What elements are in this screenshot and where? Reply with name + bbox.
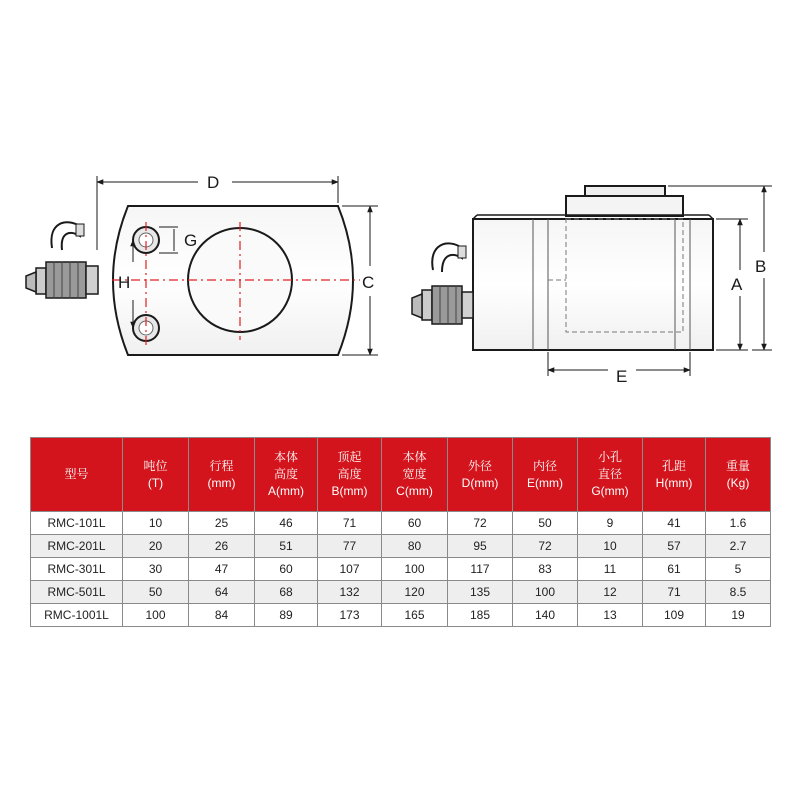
- table-header-cell: 型号: [31, 438, 123, 512]
- table-cell: 50: [513, 512, 578, 535]
- dim-label-b: B: [755, 257, 767, 276]
- coupler-icon: [26, 222, 98, 298]
- table-row: [31, 558, 771, 581]
- table-header-cell: 孔距 H(mm): [643, 438, 706, 512]
- table-cell: 50: [123, 581, 189, 604]
- table-cell: 20: [123, 535, 189, 558]
- model-cell: RMC-301L: [31, 558, 123, 581]
- table-cell: 77: [318, 535, 382, 558]
- table-header-cell: 小孔 直径 G(mm): [578, 438, 643, 512]
- table-row: [31, 512, 771, 535]
- table-cell: 19: [706, 604, 771, 627]
- table-cell: 117: [448, 558, 513, 581]
- top-view: [26, 173, 378, 355]
- table-cell: 8.5: [706, 581, 771, 604]
- table-cell: 140: [513, 604, 578, 627]
- table-cell: 47: [189, 558, 255, 581]
- table-cell: 61: [643, 558, 706, 581]
- table-cell: 68: [255, 581, 318, 604]
- table-cell: 25: [189, 512, 255, 535]
- table-cell: 60: [382, 512, 448, 535]
- table-cell: 51: [255, 535, 318, 558]
- saddle: [585, 186, 665, 196]
- table-cell: 100: [123, 604, 189, 627]
- dim-label-h: H: [118, 273, 131, 292]
- table-header-cell: 吨位 (T): [123, 438, 189, 512]
- table-cell: 13: [578, 604, 643, 627]
- spec-table: [30, 437, 771, 627]
- table-header-cell: 外径 D(mm): [448, 438, 513, 512]
- table-cell: 107: [318, 558, 382, 581]
- table-cell: 100: [382, 558, 448, 581]
- table-cell: 64: [189, 581, 255, 604]
- table-cell: 9: [578, 512, 643, 535]
- dim-label-d: D: [207, 173, 220, 192]
- table-cell: 84: [189, 604, 255, 627]
- table-header-cell: 内径 E(mm): [513, 438, 578, 512]
- table-row: [31, 535, 771, 558]
- table-cell: 60: [255, 558, 318, 581]
- table-cell: 135: [448, 581, 513, 604]
- table-header-cell: 本体 高度 A(mm): [255, 438, 318, 512]
- table-row: [31, 581, 771, 604]
- table-row: [31, 604, 771, 627]
- table-cell: 10: [578, 535, 643, 558]
- table-cell: 72: [448, 512, 513, 535]
- table-cell: 12: [578, 581, 643, 604]
- table-header-cell: 行程 (mm): [189, 438, 255, 512]
- table-cell: 41: [643, 512, 706, 535]
- table-cell: 83: [513, 558, 578, 581]
- table-cell: 80: [382, 535, 448, 558]
- table-header-row: [31, 438, 771, 512]
- dim-label-e: E: [616, 367, 628, 386]
- table-cell: 1.6: [706, 512, 771, 535]
- table-cell: 57: [643, 535, 706, 558]
- table-header-cell: 本体 宽度 C(mm): [382, 438, 448, 512]
- table-cell: 100: [513, 581, 578, 604]
- table-cell: 46: [255, 512, 318, 535]
- table-cell: 165: [382, 604, 448, 627]
- dim-label-a: A: [731, 275, 743, 294]
- table-cell: 132: [318, 581, 382, 604]
- table-body: [31, 512, 771, 627]
- table-cell: 109: [643, 604, 706, 627]
- table-header-cell: 顶起 高度 B(mm): [318, 438, 382, 512]
- table-cell: 173: [318, 604, 382, 627]
- plunger: [566, 196, 683, 216]
- table-cell: 72: [513, 535, 578, 558]
- table-cell: 11: [578, 558, 643, 581]
- model-cell: RMC-201L: [31, 535, 123, 558]
- dim-label-g: G: [184, 231, 198, 250]
- model-cell: RMC-1001L: [31, 604, 123, 627]
- model-cell: RMC-101L: [31, 512, 123, 535]
- table-cell: 71: [318, 512, 382, 535]
- cylinder-body: [473, 219, 713, 350]
- table-cell: 71: [643, 581, 706, 604]
- table-cell: 120: [382, 581, 448, 604]
- model-cell: RMC-501L: [31, 581, 123, 604]
- coupler-icon: [412, 243, 473, 324]
- table-cell: 2.7: [706, 535, 771, 558]
- table-cell: 95: [448, 535, 513, 558]
- dim-label-c: C: [362, 273, 375, 292]
- table-cell: 30: [123, 558, 189, 581]
- side-view: [412, 186, 772, 386]
- table-cell: 26: [189, 535, 255, 558]
- table-cell: 10: [123, 512, 189, 535]
- table-cell: 5: [706, 558, 771, 581]
- table-cell: 89: [255, 604, 318, 627]
- table-header-cell: 重量 (Kg): [706, 438, 771, 512]
- table-cell: 185: [448, 604, 513, 627]
